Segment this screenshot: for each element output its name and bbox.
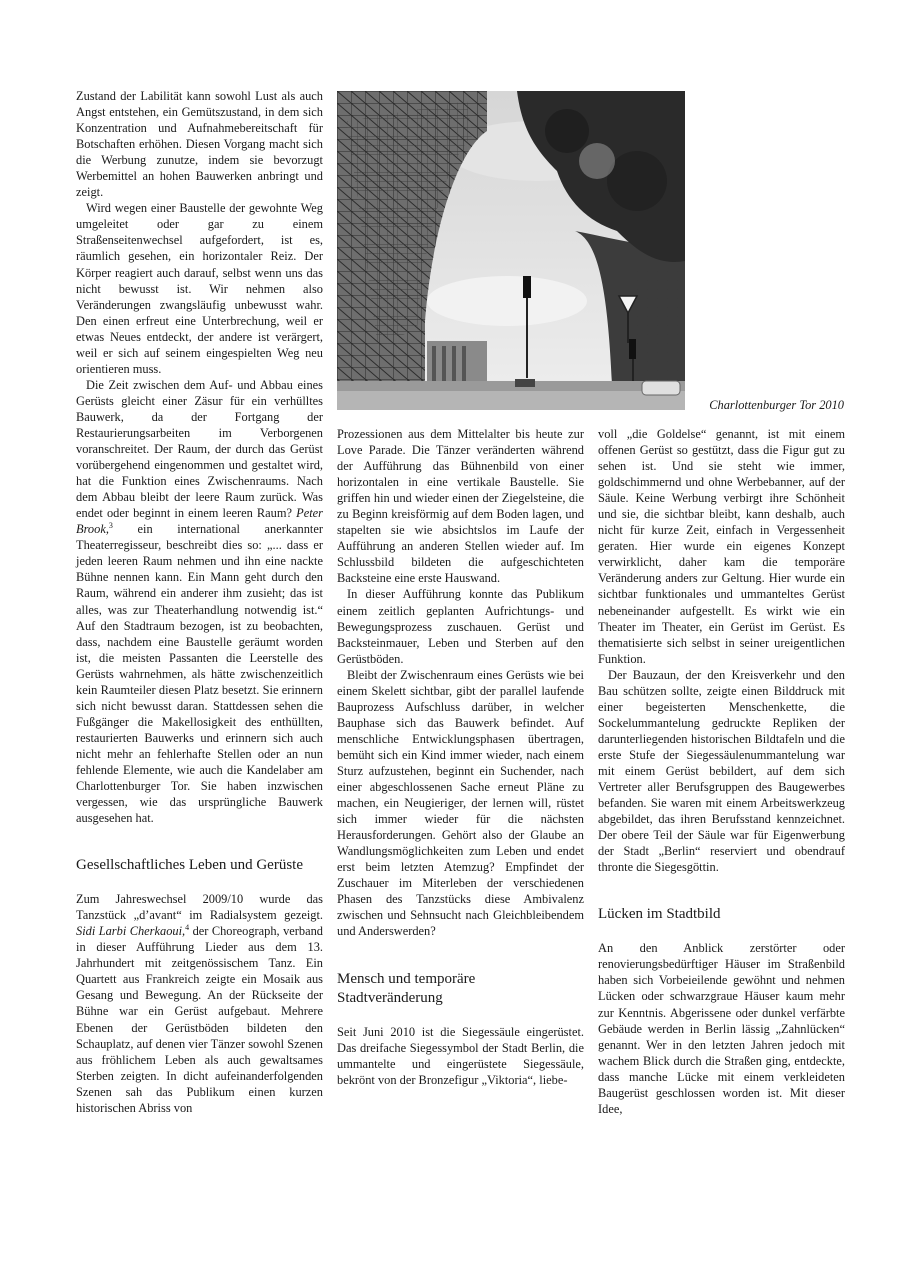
paragraph: In dieser Aufführung konnte das Publikum einem zeitlich geplanten Aufrichtungs- und Bewegungsprozess zuschauen. Gerüst und Backsteinmauer, Leben und Sterben auf den Gerüstböden. — [337, 587, 584, 666]
paragraph — [76, 377, 323, 826]
text-column-2 — [337, 426, 584, 1088]
paragraph: Der Bauzaun, der den Kreisverkehr und den Bau schützen sollte, zeigte einen Bilddruck mit einer begeisterten Menschenkette, die Sockelummantelung gedruckte Repliken der darunterliegenden historischen Bildtafeln und die erste Stufe der Siegessäulenummantelung war mit einem Gerüst bebildert, auf dem sich Vertreter aller Berufsgruppen des Baugewerbes befanden. Sie waren mit einem Arbeitswerkzeug abgebildet, das ihren Berufsstand kennzeichnet. Der obere Teil der Säule war für Eigenwerbung der Stadt „Berlin“ reserviert und obendrauf thronte die Siegesgöttin. — [598, 667, 845, 875]
photo-charlottenburger-tor — [337, 91, 685, 410]
paragraph-text: der Choreograph, verband in dieser Aufführung Lieder aus dem 13. Jahrhundert mit zeitgenössischem Tanz. Ein Quartett aus Frankreich zeigte ein Mosaik aus Gesang und Bewegung. An der Rückseite der Bühne war ein Gerüst aufgebaut. Mehrere Ebenen der Gerüstböden bildeten den Schauplatz, auf denen vier Tänzer sowohl Szenen aus fröhlichem Leben als auch gewaltsames Sterben zeigten. In dicht aufeinanderfolgenden Szenen sah das Publikum einen kurzen historischen Abriss von — [76, 924, 323, 1115]
photo-illustration — [337, 91, 685, 410]
person-name: Peter Brook, — [76, 506, 323, 537]
photo-caption: Charlottenburger Tor 2010 — [709, 398, 844, 412]
paragraph: An den Anblick zerstörter oder renovierungsbedürftiger Häuser im Straßenbild haben sich Vorbeieilende gewöhnt und nehmen Lücken oder schwarzgraue Häuser kaum mehr zur Kenntnis. Abgerissene oder dunkel verfärbte Gebäude werden in Berlin lässig „Zahnlücken“ genannt. Wer in den letzten Jahren jedoch mit wachem Blick durch die Straßen ging, entdeckte, dass manche Lücke mit einem verkleideten Baugerüst geschlossen worden ist. Mit dieser Idee, — [598, 941, 845, 1116]
paragraph: Prozessionen aus dem Mittelalter bis heute zur Love Parade. Die Tänzer veränderten während der Aufführung das Bühnenbild von einer horizontalen in eine vertikale Baustelle. Sie griffen hin und wieder einen der Ziegelsteine, die zu Beginn kreisförmig auf dem Boden lagen, und stapelten sie wie absichtslos im Laufe der Aufführung an anderen Stellen wieder auf. Im Schlussbild bildeten die aufgeschichteten Backsteine eine erste Hauswand. — [337, 427, 584, 586]
paragraph-text: Die Zeit zwischen dem Auf- und Abbau eines Gerüsts gleicht einer Zäsur für ein verhülltes Bauwerk, da der Fortgang der Restaurierungsarbeiten im Verborgenen voranschreitet. Der Raum, der durch das Gerüst vorübergehend eingenommen und gestaltet wird, hat die Funktion eines Zwischenraums. Nach dem Abbau bleibt der leere Raum zurück. Was endet oder beginnt in einem leeren Raum? — [76, 377, 323, 521]
heading-line: Mensch und temporäre — [337, 970, 476, 987]
section-heading — [337, 970, 584, 1008]
text-column-3 — [598, 426, 845, 1117]
paragraph: Zustand der Labilität kann sowohl Lust als auch Angst entstehen, ein Gemütszustand, in dem sich Konzentration und Aufnahmebereitschaft für Botschaften erhöhen. Diesen Vorgang macht sich die Werbung zunutze, indem sie bevorzugt Werbemittel an hohen Bauwerken anbringt und zeigt. — [76, 89, 323, 200]
paragraph: Wird wegen einer Baustelle der gewohnte Weg umgeleitet oder gar zu einem Straßenseitenwechsel aufgefordert, ist es, räumlich gesehen, ein horizontaler Reiz. Der Körper reagiert auch darauf, selbst wenn uns das nicht bewusst ist. Wir nehmen also Veränderungen zwangsläufig unbewusst wahr. Den einen erfreut eine Unterbrechung, weil er etwas Neues entdeckt, der andere ist verärgert, weil er sich auf seinem eingespielten Weg neu orientieren muss. — [76, 201, 323, 376]
footnote-ref: 3 — [108, 521, 113, 531]
paragraph: voll „die Goldelse“ genannt, ist mit einem offenen Gerüst so gestützt, dass die Figur gut zu sehen ist. Und sie steht wie immer, goldschimmernd und ohne Werbebanner, auf der Säule. Keine Werbung verbirgt ihre Schönheit und sie, die sichtbar bleibt, kann deshalb, auch nicht für kurze Zeit, einfach in Vergessenheit geraten. Hier wurde ein eigenes Konzept verwirklicht, daher kam die temporäre Veränderung anders zur Geltung. Hier wurde ein sichtbar funktionales und ummanteltes Gerüst nebeneinander aufgestellt. Es wirkt wie ein Theater im Theater, ein Gerüst im Gerüst. Es thematisierte sich selbst in seiner ureigentlichen Funktion. — [598, 427, 845, 666]
paragraph-text: Zum Jahreswechsel 2009/10 wurde das Tanzstück „d’avant“ im Radialsystem gezeigt. — [76, 892, 323, 923]
section-heading: Lücken im Stadtbild — [598, 906, 721, 923]
footnote-ref: 4 — [185, 923, 190, 933]
person-name: Sidi Larbi Cherkaoui, — [76, 924, 186, 939]
section-heading: Gesellschaftliches Leben und Gerüste — [76, 857, 303, 874]
paragraph — [76, 891, 323, 1116]
text-column-1 — [76, 88, 323, 1116]
paragraph-text: ein international anerkannter Theaterregisseur, beschreibt dies so: „... dass er jeden leeren Raum nehmen und ihn eine nackte Bühne nennen kann. Ein Mann geht durch den Raum, während ein anderer ihm zusieht; das ist alles, was zur Theaterhandlung notwendig ist.“ Auf den Stadtraum bezogen, ist zu beobachten, dass, nachdem eine Baustelle geräumt worden ist, die meisten Passanten die Leerstelle des Gerüsts wahrnehmen, als hätte zwischenzeitlich kein Raumteiler diesen Platz besetzt. Sie erinnern sich nicht bewusst daran. Stattdessen sehen die Fußgänger die Makellosigkeit des enthüllten, restaurierten Bauwerks und erinnern sich auch nicht mehr an fehlerhafte Stellen oder an nun fehlende Elemente, wie auch die Kandelaber am Charlottenburger Tor. Sie haben inzwischen vergessen, wie das ursprüngliche Bauwerk ausgesehen hat. — [76, 522, 323, 826]
paragraph: Seit Juni 2010 ist die Siegessäule eingerüstet. Das dreifache Siegessymbol der Stadt Berlin, die ummantelte und eingerüstete Siegessäule, bekrönt von der Bronzefigur „Viktoria“, liebe- — [337, 1024, 584, 1087]
paragraph: Bleibt der Zwischenraum eines Gerüsts wie bei einem Skelett sichtbar, gibt der parallel laufende Bauprozess Aufschluss darüber, in welcher Bauphase sich das Bauwerk befindet. Auf menschliche Entwicklungsphasen übertragen, bemüht sich ein Kind immer wieder, nach einem Sturz aufzustehen, beginnt ein Suchender, nach einer abgeschlossenen Sache erneut Pläne zu machen, ein Neugieriger, der lernen will, rüstet sich immer wieder für die nächsten Herausforderungen. Gehört also der Glaube an Wandlungsmöglichkeiten zum Leben und endet erst beim letzten Atemzug? Empfindet der Zuschauer im Miterleben der verschiedenen Phasen des Tanzstücks diese Ambivalenz zwischen und Sehnsucht nach Gleichbleibendem und Anderswerden? — [337, 667, 584, 939]
heading-line: Stadtveränderung — [337, 989, 443, 1006]
